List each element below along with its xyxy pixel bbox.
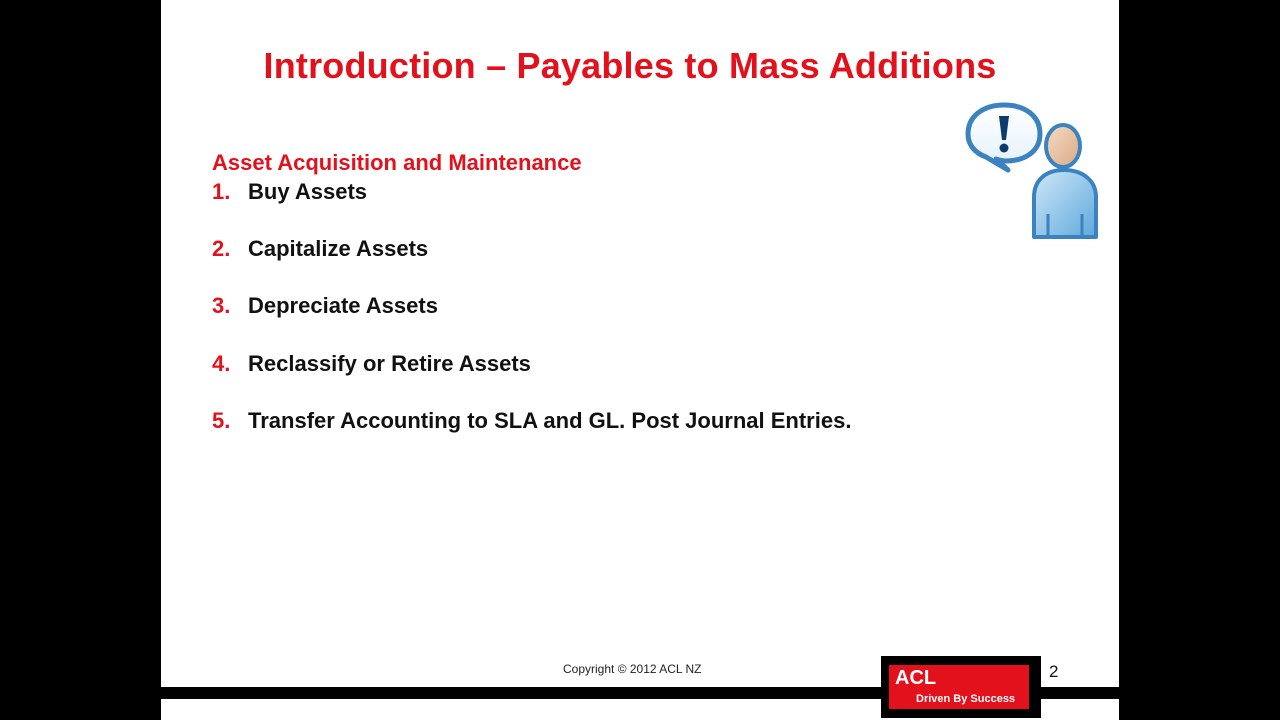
slide-subtitle: Asset Acquisition and Maintenance	[212, 150, 582, 175]
list-item-number: 3.	[212, 293, 231, 318]
list-item-number: 1.	[212, 179, 231, 204]
list-item-label: Buy Assets	[248, 179, 368, 204]
slide-title: Introduction – Payables to Mass Additions	[263, 45, 997, 86]
acl-logo-tagline: Driven By Success	[916, 693, 1016, 705]
person-with-exclamation-speech-bubble-icon	[964, 102, 1099, 242]
acl-logo-name: ACL	[895, 667, 937, 689]
list-item-label: Capitalize Assets	[248, 236, 429, 261]
page-number: 2	[1049, 662, 1059, 681]
copyright-text: Copyright © 2012 ACL NZ	[563, 662, 702, 676]
acl-logo	[881, 656, 1041, 718]
list-item	[212, 408, 851, 434]
list-item-number: 5.	[212, 408, 231, 433]
list-item-number: 4.	[212, 351, 231, 376]
list-item-label: Depreciate Assets	[248, 293, 438, 318]
list-item	[212, 236, 428, 262]
list-item	[212, 293, 438, 319]
list-item-label: Reclassify or Retire Assets	[248, 351, 531, 376]
list-item	[212, 179, 367, 205]
slide	[161, 0, 1119, 720]
acl-logo-panel	[889, 665, 1029, 709]
list-item-label: Transfer Accounting to SLA and GL. Post Journal Entries.	[248, 408, 852, 433]
list-item	[212, 351, 531, 377]
list-item-number: 2.	[212, 236, 231, 261]
